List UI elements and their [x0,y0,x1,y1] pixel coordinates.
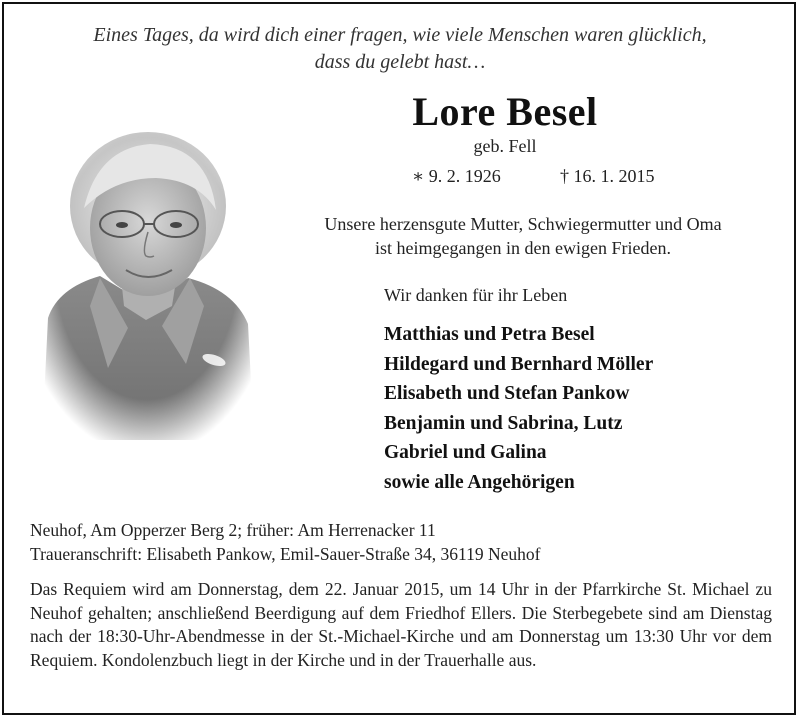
thanks-line: Wir danken für ihr Leben [384,285,568,305]
death-date: † 16. 1. 2015 [560,166,655,186]
birth-date: ∗ 9. 2. 1926 [412,166,501,186]
intro-text [258,212,788,260]
mourner-name: Gabriel und Galina [384,442,547,464]
deceased-name: Lore Besel [412,89,598,134]
mourner-name: Hildegard und Bernhard Möller [384,353,654,375]
mourner-name: sowie alle Angehörigen [384,471,575,493]
address-block [30,518,540,566]
quote-line-1: Eines Tages, da wird dich einer fragen, wie viele Menschen waren glücklich, [93,24,707,46]
mourner-name: Benjamin und Sabrina, Lutz [384,412,623,434]
mourner-name: Elisabeth und Stefan Pankow [384,383,630,405]
intro-line-1: Unsere herzensgute Mutter, Schwiegermutter und Oma [324,214,722,234]
mourning-address-line: Traueranschrift: Elisabeth Pankow, Emil-Sauer-Straße 34, 36119 Neuhof [30,544,541,564]
quote-line-2: dass du gelebt hast… [314,51,486,73]
mourners-list [384,320,653,498]
intro-line-2: ist heimgegangen in den ewigen Frieden. [375,238,671,258]
mourner-name: Matthias und Petra Besel [384,324,595,345]
birth-name: geb. Fell [473,136,537,156]
portrait-photo [38,128,256,440]
opening-quote [0,22,800,76]
requiem-paragraph: Das Requiem wird am Donnerstag, dem 22. Januar 2015, um 14 Uhr in der Pfarrkirche St. Michael zu Neuhof gehalten; anschließend Beerdigung auf dem Friedhof Ellers. Die Sterbegebete sind am Dienstag nach der 18:30-Uhr-Abendmesse in der St.-Michael-Kirche und am Donnerstag um 13:30 Uhr vor dem Requiem. Kondolenzbuch liegt in der Kirche und in der Trauerhalle aus. [30,579,772,670]
residence-line: Neuhof, Am Opperzer Berg 2; früher: Am Herrenacker 11 [30,520,436,540]
